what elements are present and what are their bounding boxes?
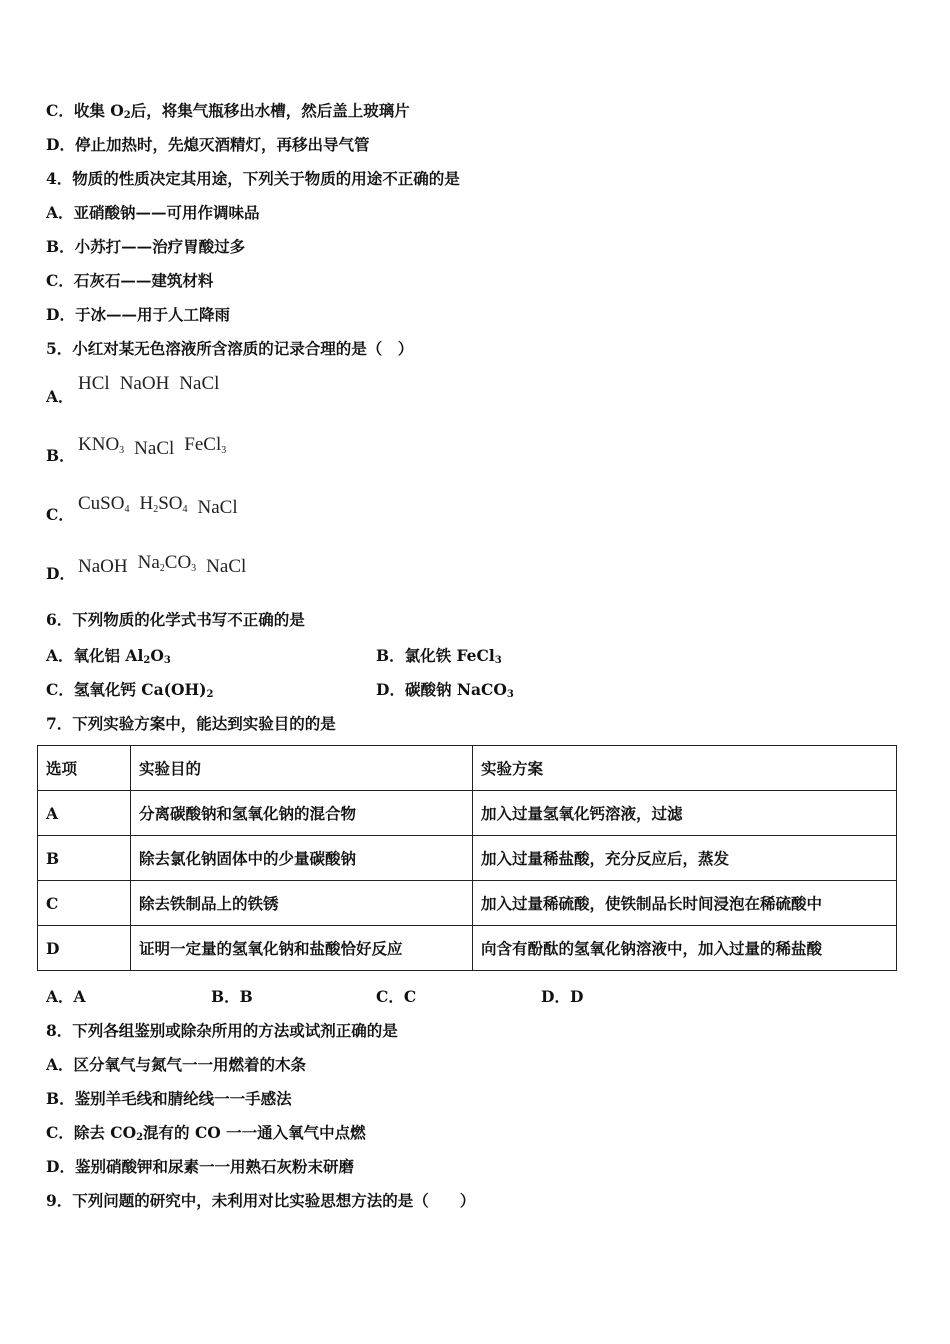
q8-option-d: D．鉴别硝酸钾和尿素一一用熟石灰粉末研磨	[46, 1157, 354, 1176]
q7-choice-b: B．B	[211, 987, 253, 1006]
q5-stem: 5．小红对某无色溶液所含溶质的记录合理的是（ ）	[46, 339, 414, 358]
q5-label-c: C．	[46, 505, 74, 524]
q5-formula-a: HCl NaOH NaCl	[78, 373, 220, 394]
q5-label-d: D．	[46, 564, 75, 583]
row-purpose: 除去铁制品上的铁锈	[131, 881, 473, 926]
q5-label-b: B．	[46, 446, 75, 465]
q8-option-b: B．鉴别羊毛线和腈纶线一一手感法	[46, 1089, 292, 1108]
row-plan: 加入过量稀硫酸，使铁制品长时间浸泡在稀硫酸中	[473, 881, 897, 926]
q5-formula-b: $KNO_3$ NaCl FeCl$_3$	[78, 434, 227, 459]
q7-stem: 7．下列实验方案中，能达到实验目的的是	[46, 714, 336, 733]
q7-choice-c: C．C	[376, 987, 417, 1006]
q5-formula-c: CuSO$_4$ $H_2SO_4$ NaCl	[78, 493, 238, 518]
table-header-row	[38, 746, 897, 791]
q4-option-a: A．亚硝酸钠——可用作调味品	[46, 203, 260, 222]
row-purpose: 证明一定量的氢氧化钠和盐酸恰好反应	[131, 926, 473, 971]
row-option: C	[38, 881, 131, 926]
table-row	[38, 836, 897, 881]
table-row	[38, 881, 897, 926]
row-option: A	[38, 791, 131, 836]
header-option: 选项	[38, 746, 131, 791]
table-row	[38, 791, 897, 836]
q4-option-c: C．石灰石——建筑材料	[46, 271, 214, 290]
q8-stem: 8．下列各组鉴别或除杂所用的方法或试剂正确的是	[46, 1021, 398, 1040]
row-purpose: 除去氯化钠固体中的少量碳酸钠	[131, 836, 473, 881]
q7-choice-a: A．A	[46, 987, 86, 1006]
row-plan: 加入过量稀盐酸，充分反应后，蒸发	[473, 836, 897, 881]
q6-option-a: A．氧化铝 $Al_2O_3$	[46, 646, 171, 666]
q6-option-b: B．氯化铁 FeCl$_3$	[376, 646, 502, 666]
q5-label-a: A．	[46, 387, 74, 406]
q7-table	[37, 745, 897, 971]
row-option: D	[38, 926, 131, 971]
table-row	[38, 926, 897, 971]
q4-option-d: D．于冰——用于人工降雨	[46, 305, 230, 324]
q5-formula-d: NaOH $Na_2CO_3$ NaCl	[78, 552, 247, 577]
row-plan: 向含有酚酞的氢氧化钠溶液中，加入过量的稀盐酸	[473, 926, 897, 971]
q8-option-c: C．除去 $CO_2$混有的 CO 一一通入氧气中点燃	[46, 1123, 366, 1143]
q7-choice-d: D．D	[541, 987, 584, 1006]
q6-option-d: D．碳酸钠 NaCO$_3$	[376, 680, 514, 700]
row-option: B	[38, 836, 131, 881]
q8-option-a: A．区分氧气与氮气一一用燃着的木条	[46, 1055, 307, 1074]
q6-stem: 6．下列物质的化学式书写不正确的是	[46, 610, 305, 629]
row-purpose: 分离碳酸钠和氢氧化钠的混合物	[131, 791, 473, 836]
q3-option-c: C．收集 $O_2$后，将集气瓶移出水槽，然后盖上玻璃片	[46, 101, 410, 121]
header-purpose: 实验目的	[131, 746, 473, 791]
q4-stem: 4．物质的性质决定其用途，下列关于物质的用途不正确的是	[46, 169, 460, 188]
q9-stem: 9．下列问题的研究中，未利用对比实验思想方法的是（ ）	[46, 1191, 476, 1210]
q4-option-b: B．小苏打——治疗胃酸过多	[46, 237, 246, 256]
q6-option-c: C．氢氧化钙 $Ca(OH)_2$	[46, 680, 214, 700]
row-plan: 加入过量氢氧化钙溶液，过滤	[473, 791, 897, 836]
q3-option-d: D．停止加热时，先熄灭酒精灯，再移出导气管	[46, 135, 370, 154]
header-plan: 实验方案	[473, 746, 897, 791]
